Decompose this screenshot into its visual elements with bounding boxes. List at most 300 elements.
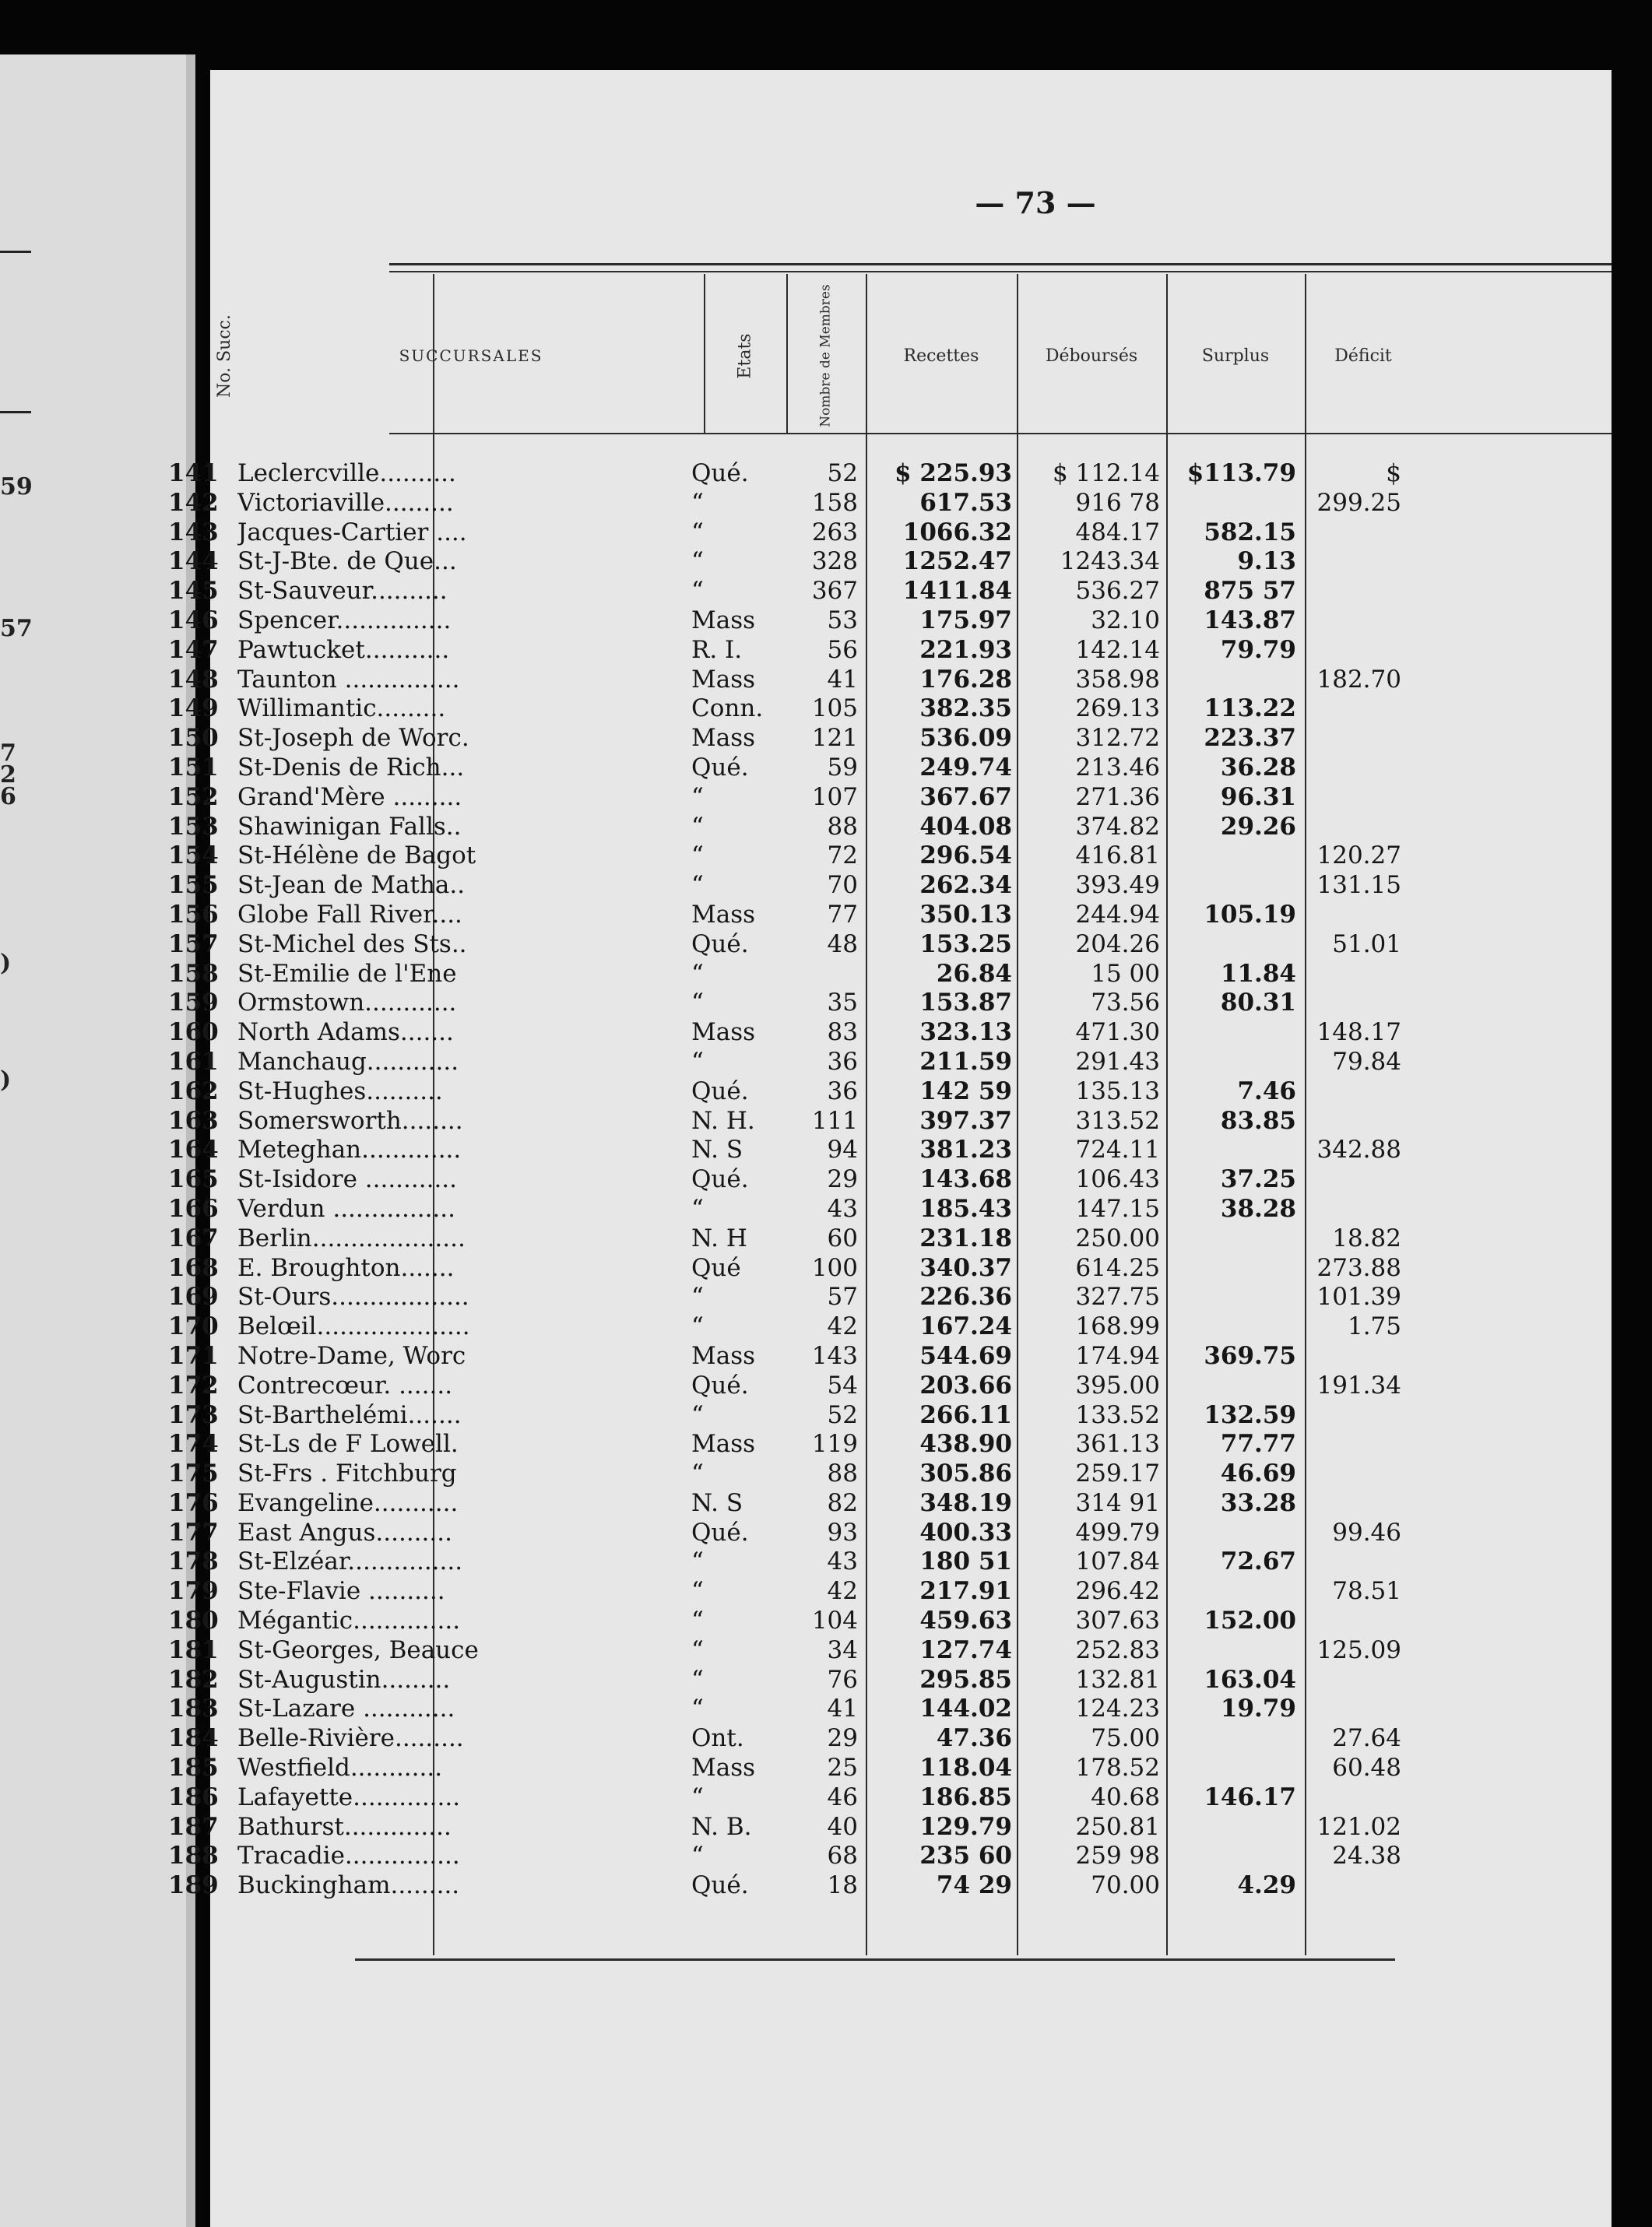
cell-state: Mass (691, 606, 756, 634)
cell-members: 42 (827, 1577, 858, 1606)
cell-branch-name: Spencer............... (237, 606, 452, 634)
cell-recettes: 367.67 (919, 782, 1012, 811)
table-row (0, 1459, 1401, 1489)
cell-state: Mass (691, 1430, 756, 1459)
facing-page-rule (0, 251, 31, 253)
cell-members: 100 (811, 1253, 858, 1282)
cell-recettes: 382.35 (919, 694, 1012, 723)
cell-recettes: 459.63 (919, 1607, 1012, 1635)
cell-deficit: 148.17 (1316, 1018, 1401, 1047)
cell-recettes: 1252.47 (902, 547, 1012, 576)
cell-members: 77 (827, 900, 858, 929)
table-row (0, 459, 1401, 489)
cell-recettes: 340.37 (919, 1253, 1012, 1282)
cell-deboursés: 307.63 (1075, 1607, 1160, 1635)
cell-branch-name: St-Ls de F Lowell. (237, 1430, 459, 1459)
cell-deficit: 273.88 (1316, 1253, 1401, 1282)
cell-number: 147 (168, 635, 219, 664)
cell-branch-name: St-Michel des Sts.. (237, 929, 467, 958)
cell-deficit: $ (1386, 459, 1401, 487)
cell-state: “ (691, 1047, 704, 1076)
cell-deficit: 191.34 (1316, 1371, 1401, 1400)
cell-state: “ (691, 812, 704, 841)
cell-state: “ (691, 1577, 704, 1606)
table-row (0, 1607, 1401, 1636)
cell-branch-name: Lafayette.............. (237, 1783, 461, 1811)
cell-members: 34 (827, 1635, 858, 1664)
cell-number: 169 (168, 1283, 219, 1312)
cell-branch-name: St-Hélène de Bagot (237, 841, 476, 870)
table-row (0, 577, 1401, 606)
cell-recettes: $ 225.93 (894, 459, 1012, 487)
table-row (0, 636, 1401, 666)
cell-state: “ (691, 1665, 704, 1694)
cell-state: Qué. (691, 753, 749, 782)
facing-page-fragment: ) (0, 1066, 12, 1094)
cell-deficit: 78.51 (1332, 1577, 1401, 1606)
cell-recettes: 221.93 (919, 635, 1012, 664)
cell-surplus: 72.67 (1220, 1547, 1296, 1576)
cell-members: 25 (827, 1754, 858, 1783)
cell-branch-name: St-Lazare ............ (237, 1695, 455, 1723)
cell-state: “ (691, 1842, 704, 1870)
cell-deboursés: 312.72 (1075, 724, 1160, 753)
cell-members: 52 (827, 459, 858, 487)
cell-members: 18 (827, 1871, 858, 1900)
cell-recettes: 143.68 (919, 1165, 1012, 1194)
cell-branch-name: Shawinigan Falls.. (237, 812, 462, 841)
cell-surplus: 83.85 (1220, 1106, 1296, 1135)
cell-recettes: 400.33 (919, 1518, 1012, 1547)
cell-recettes: 1411.84 (902, 577, 1012, 606)
table-row (0, 1577, 1401, 1607)
cell-deficit: 79.84 (1332, 1047, 1401, 1076)
cell-branch-name: Grand'Mère ......... (237, 782, 462, 811)
table-row (0, 1312, 1401, 1342)
cell-recettes: 175.97 (919, 606, 1012, 634)
cell-number: 172 (168, 1371, 219, 1400)
header-name: SUCCURSALES (399, 346, 543, 365)
cell-deficit: 24.38 (1332, 1842, 1401, 1870)
cell-members: 72 (827, 841, 858, 870)
table-row (0, 724, 1401, 753)
cell-recettes: 438.90 (919, 1430, 1012, 1459)
table-row (0, 1254, 1401, 1284)
cell-recettes: 167.24 (919, 1312, 1012, 1341)
facing-page-rule (0, 411, 31, 413)
cell-surplus: 19.79 (1220, 1695, 1296, 1723)
cell-state: Mass (691, 665, 756, 694)
cell-branch-name: St-Sauveur.......... (237, 577, 448, 606)
table-row (0, 1342, 1401, 1372)
cell-deboursés: 471.30 (1075, 1018, 1160, 1047)
cell-number: 173 (168, 1400, 219, 1429)
cell-branch-name: St-Elzéar............... (237, 1547, 463, 1576)
cell-branch-name: Somersworth........ (237, 1106, 463, 1135)
cell-number: 170 (168, 1312, 219, 1341)
cell-state: Qué. (691, 459, 749, 487)
cell-state: “ (691, 1283, 704, 1312)
cell-branch-name: Pawtucket........... (237, 635, 450, 664)
cell-recettes: 127.74 (919, 1635, 1012, 1664)
header-state: Etats (735, 332, 755, 379)
cell-recettes: 142 59 (919, 1077, 1012, 1105)
cell-number: 175 (168, 1459, 219, 1488)
cell-recettes: 404.08 (919, 812, 1012, 841)
cell-surplus: 33.28 (1220, 1488, 1296, 1517)
cell-number: 163 (168, 1106, 219, 1135)
table-row (0, 1283, 1401, 1312)
cell-deboursés: 15 00 (1091, 959, 1160, 988)
facing-page-fragment: 7 (0, 739, 16, 767)
cell-members: 29 (827, 1724, 858, 1753)
cell-state: N. S (691, 1136, 743, 1164)
cell-recettes: 397.37 (919, 1106, 1012, 1135)
cell-state: Mass (691, 900, 756, 929)
cell-branch-name: Ste-Flavie .......... (237, 1577, 445, 1606)
cell-number: 182 (168, 1665, 219, 1694)
cell-state: Mass (691, 1018, 756, 1047)
cell-number: 156 (168, 900, 219, 929)
cell-deboursés: 536.27 (1075, 577, 1160, 606)
cell-deboursés: 135.13 (1075, 1077, 1160, 1105)
cell-branch-name: St-Georges, Beauce (237, 1635, 479, 1664)
cell-members: 82 (827, 1488, 858, 1517)
cell-surplus: 875 57 (1204, 577, 1296, 606)
cell-branch-name: St-Ours.................. (237, 1283, 469, 1312)
table-row (0, 518, 1401, 548)
cell-number: 165 (168, 1165, 219, 1194)
cell-surplus: 11.84 (1220, 959, 1296, 988)
cell-branch-name: North Adams....... (237, 1018, 454, 1047)
cell-members: 43 (827, 1194, 858, 1223)
cell-members: 121 (811, 724, 858, 753)
cell-surplus: 37.25 (1220, 1165, 1296, 1194)
cell-number: 179 (168, 1577, 219, 1606)
cell-recettes: 211.59 (919, 1047, 1012, 1076)
cell-deboursés: 395.00 (1075, 1371, 1160, 1400)
cell-state: Qué. (691, 1165, 749, 1194)
cell-surplus: 143.87 (1204, 606, 1296, 634)
cell-branch-name: Verdun ................ (237, 1194, 455, 1223)
cell-members: 59 (827, 753, 858, 782)
cell-number: 143 (168, 518, 219, 546)
cell-branch-name: Manchaug............ (237, 1047, 459, 1076)
cell-deficit: 131.15 (1316, 871, 1401, 900)
cell-deboursés: 40.68 (1091, 1783, 1160, 1811)
cell-branch-name: Tracadie............... (237, 1842, 460, 1870)
cell-recettes: 144.02 (919, 1695, 1012, 1723)
cell-deboursés: 271.36 (1075, 782, 1160, 811)
cell-members: 52 (827, 1400, 858, 1429)
cell-branch-name: St-Frs . Fitchburg (237, 1459, 457, 1488)
cell-number: 181 (168, 1635, 219, 1664)
cell-members: 104 (811, 1607, 858, 1635)
cell-branch-name: St-Barthelémi....... (237, 1400, 462, 1429)
cell-branch-name: Ormstown............ (237, 989, 457, 1017)
table-row (0, 1636, 1401, 1666)
cell-recettes: 235 60 (919, 1842, 1012, 1870)
cell-members: 36 (827, 1077, 858, 1105)
cell-recettes: 350.13 (919, 900, 1012, 929)
table-row (0, 960, 1401, 989)
cell-deboursés: 314 91 (1075, 1488, 1160, 1517)
cell-number: 155 (168, 871, 219, 900)
cell-branch-name: Contrecœur. ....... (237, 1371, 453, 1400)
table-body (0, 459, 1401, 1901)
cell-recettes: 153.87 (919, 989, 1012, 1017)
cell-members: 29 (827, 1165, 858, 1194)
cell-branch-name: Berlin.................... (237, 1224, 466, 1252)
cell-members: 43 (827, 1547, 858, 1576)
cell-state: Mass (691, 1754, 756, 1783)
cell-recettes: 231.18 (919, 1224, 1012, 1252)
cell-surplus: 146.17 (1204, 1783, 1296, 1811)
table-top-rule-inner (389, 271, 1612, 272)
header-members: Nombre de Membres (818, 284, 834, 427)
cell-surplus: 46.69 (1220, 1459, 1296, 1488)
cell-recettes: 74 29 (936, 1871, 1012, 1900)
cell-members: 42 (827, 1312, 858, 1341)
cell-state: Conn. (691, 694, 764, 723)
table-row (0, 989, 1401, 1018)
cell-deboursés: 133.52 (1075, 1400, 1160, 1429)
table-row (0, 1842, 1401, 1871)
cell-surplus: 9.13 (1237, 547, 1296, 576)
cell-number: 157 (168, 929, 219, 958)
cell-members: 111 (811, 1106, 858, 1135)
cell-members: 68 (827, 1842, 858, 1870)
cell-deboursés: 614.25 (1075, 1253, 1160, 1282)
cell-recettes: 217.91 (919, 1577, 1012, 1606)
cell-members: 328 (811, 547, 858, 576)
cell-recettes: 203.66 (919, 1371, 1012, 1400)
cell-state: “ (691, 488, 704, 517)
cell-number: 189 (168, 1871, 219, 1900)
cell-number: 168 (168, 1253, 219, 1282)
cell-deboursés: 416.81 (1075, 841, 1160, 870)
cell-surplus: 38.28 (1220, 1194, 1296, 1223)
cell-deboursés: 291.43 (1075, 1047, 1160, 1076)
cell-state: Qué. (691, 1371, 749, 1400)
cell-deficit: 182.70 (1316, 665, 1401, 694)
cell-branch-name: Jacques-Cartier .... (237, 518, 467, 546)
cell-surplus: 79.79 (1220, 635, 1296, 664)
cell-members: 54 (827, 1371, 858, 1400)
cell-number: 176 (168, 1488, 219, 1517)
table-row (0, 1107, 1401, 1136)
cell-branch-name: St-Hughes.......... (237, 1077, 443, 1105)
cell-members: 158 (811, 488, 858, 517)
cell-members: 36 (827, 1047, 858, 1076)
cell-surplus: 36.28 (1220, 753, 1296, 782)
cell-state: Qué. (691, 929, 749, 958)
cell-deboursés: 132.81 (1075, 1665, 1160, 1694)
cell-members: 367 (811, 577, 858, 606)
cell-state: Qué (691, 1253, 741, 1282)
cell-surplus: 582.15 (1204, 518, 1296, 546)
cell-state: Mass (691, 724, 756, 753)
cell-deboursés: 358.98 (1075, 665, 1160, 694)
cell-recettes: 180 51 (919, 1547, 1012, 1576)
cell-recettes: 348.19 (919, 1488, 1012, 1517)
cell-number: 149 (168, 694, 219, 723)
cell-state: “ (691, 1194, 704, 1223)
table-row (0, 841, 1401, 871)
cell-number: 180 (168, 1607, 219, 1635)
cell-deficit: 125.09 (1316, 1635, 1401, 1664)
cell-deboursés: 724.11 (1075, 1136, 1160, 1164)
cell-branch-name: Westfield............ (237, 1754, 443, 1783)
cell-deboursés: 1243.34 (1060, 547, 1160, 576)
cell-members: 56 (827, 635, 858, 664)
cell-deboursés: 32.10 (1091, 606, 1160, 634)
cell-members: 105 (811, 694, 858, 723)
cell-branch-name: Mégantic.............. (237, 1607, 461, 1635)
cell-state: “ (691, 841, 704, 870)
header-surplus: Surplus (1201, 346, 1270, 366)
cell-branch-name: Taunton ............... (237, 665, 460, 694)
cell-number: 166 (168, 1194, 219, 1223)
cell-surplus: 7.46 (1237, 1077, 1296, 1105)
cell-recettes: 186.85 (919, 1783, 1012, 1811)
cell-branch-name: Evangeline........... (237, 1488, 459, 1517)
cell-deboursés: 499.79 (1075, 1518, 1160, 1547)
cell-deboursés: 147.15 (1075, 1194, 1160, 1223)
cell-deboursés: 361.13 (1075, 1430, 1160, 1459)
table-row (0, 1666, 1401, 1695)
cell-surplus: 80.31 (1220, 989, 1296, 1017)
cell-number: 186 (168, 1783, 219, 1811)
cell-deboursés: 393.49 (1075, 871, 1160, 900)
cell-members: 41 (827, 665, 858, 694)
cell-deboursés: 124.23 (1075, 1695, 1160, 1723)
cell-state: Qué. (691, 1518, 749, 1547)
table-row (0, 1695, 1401, 1724)
cell-number: 161 (168, 1047, 219, 1076)
cell-number: 174 (168, 1430, 219, 1459)
table-row (0, 1519, 1401, 1548)
cell-deboursés: 73.56 (1091, 989, 1160, 1017)
cell-deficit: 27.64 (1332, 1724, 1401, 1753)
cell-deboursés: 213.46 (1075, 753, 1160, 782)
cell-state: “ (691, 577, 704, 606)
cell-branch-name: Globe Fall River.... (237, 900, 462, 929)
cell-state: “ (691, 1783, 704, 1811)
cell-recettes: 323.13 (919, 1018, 1012, 1047)
cell-recettes: 153.25 (919, 929, 1012, 958)
table-row (0, 1813, 1401, 1842)
cell-deboursés: 244.94 (1075, 900, 1160, 929)
cell-number: 159 (168, 989, 219, 1017)
cell-state: Qué. (691, 1077, 749, 1105)
cell-deboursés: $ 112.14 (1052, 459, 1160, 487)
cell-branch-name: Notre-Dame, Worc (237, 1341, 466, 1370)
cell-recettes: 249.74 (919, 753, 1012, 782)
table-row (0, 1489, 1401, 1519)
cell-deboursés: 142.14 (1075, 635, 1160, 664)
table-row (0, 1724, 1401, 1754)
cell-members: 93 (827, 1518, 858, 1547)
cell-deboursés: 296.42 (1075, 1577, 1160, 1606)
table-row (0, 901, 1401, 930)
cell-members: 119 (811, 1430, 858, 1459)
cell-branch-name: Leclercville.......... (237, 459, 456, 487)
cell-state: “ (691, 782, 704, 811)
cell-recettes: 176.28 (919, 665, 1012, 694)
table-row (0, 1195, 1401, 1224)
cell-members: 88 (827, 812, 858, 841)
cell-branch-name: Belœil.................... (237, 1312, 470, 1341)
cell-deboursés: 259 98 (1075, 1842, 1160, 1870)
cell-surplus: 113.22 (1204, 694, 1296, 723)
cell-deboursés: 269.13 (1075, 694, 1160, 723)
cell-surplus: 96.31 (1220, 782, 1296, 811)
cell-members: 60 (827, 1224, 858, 1252)
cell-state: “ (691, 989, 704, 1017)
cell-deboursés: 70.00 (1091, 1871, 1160, 1900)
header-deficit: Déficit (1334, 346, 1392, 366)
cell-number: 187 (168, 1812, 219, 1841)
cell-recettes: 266.11 (919, 1400, 1012, 1429)
cell-branch-name: Willimantic......... (237, 694, 446, 723)
table-row (0, 489, 1401, 518)
cell-number: 162 (168, 1077, 219, 1105)
cell-branch-name: Belle-Rivière......... (237, 1724, 464, 1753)
cell-state: “ (691, 871, 704, 900)
cell-deficit: 120.27 (1316, 841, 1401, 870)
cell-recettes: 262.34 (919, 871, 1012, 900)
page-number: — 73 — (975, 185, 1096, 220)
cell-branch-name: Buckingham......... (237, 1871, 460, 1900)
cell-deboursés: 484.17 (1075, 518, 1160, 546)
cell-deboursés: 250.00 (1075, 1224, 1160, 1252)
table-row (0, 1401, 1401, 1431)
cell-surplus: 105.19 (1204, 900, 1296, 929)
cell-members: 70 (827, 871, 858, 900)
cell-members: 76 (827, 1665, 858, 1694)
cell-deficit: 60.48 (1332, 1754, 1401, 1783)
cell-deficit: 121.02 (1316, 1812, 1401, 1841)
cell-branch-name: St-Isidore ............ (237, 1165, 458, 1194)
cell-state: N. H (691, 1224, 747, 1252)
cell-surplus: 77.77 (1220, 1430, 1296, 1459)
cell-branch-name: Victoriaville......... (237, 488, 454, 517)
cell-state: R. I. (691, 635, 743, 664)
cell-number: 184 (168, 1724, 219, 1753)
header-recettes: Recettes (903, 346, 979, 366)
cell-deboursés: 204.26 (1075, 929, 1160, 958)
header-deboursés: Déboursés (1045, 346, 1138, 366)
cell-deficit: 51.01 (1332, 929, 1401, 958)
cell-number: 158 (168, 959, 219, 988)
cell-deboursés: 313.52 (1075, 1106, 1160, 1135)
cell-state: “ (691, 1400, 704, 1429)
cell-recettes: 185.43 (919, 1194, 1012, 1223)
cell-branch-name: St-Emilie de l'Ene (237, 959, 457, 988)
cell-branch-name: East Angus.......... (237, 1518, 452, 1547)
header-no: No. Succ. (214, 314, 234, 398)
table-row (0, 1018, 1401, 1048)
cell-state: “ (691, 518, 704, 546)
cell-recettes: 305.86 (919, 1459, 1012, 1488)
table-row (0, 1136, 1401, 1165)
table-top-rule (389, 263, 1612, 265)
cell-recettes: 295.85 (919, 1665, 1012, 1694)
cell-members: 83 (827, 1018, 858, 1047)
cell-deboursés: 252.83 (1075, 1635, 1160, 1664)
cell-surplus: 29.26 (1220, 812, 1296, 841)
